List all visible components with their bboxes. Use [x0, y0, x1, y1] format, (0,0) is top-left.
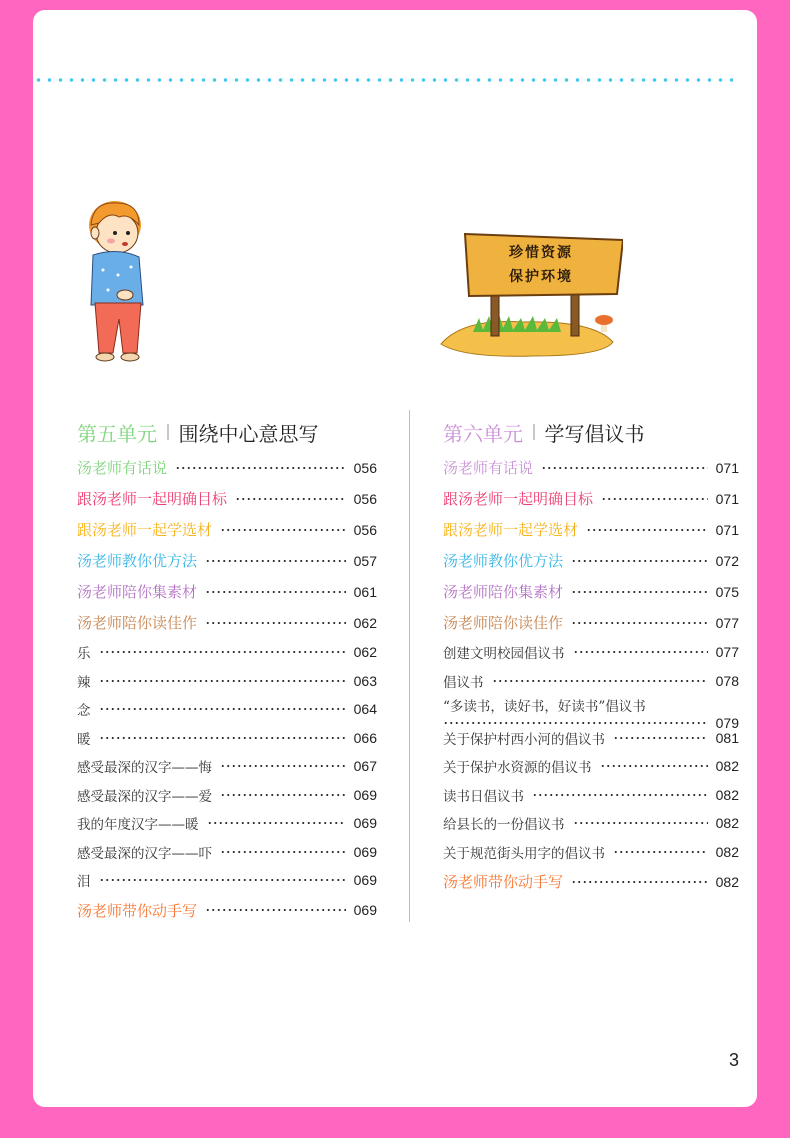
toc-entry-page: 064 — [353, 701, 377, 718]
toc-leader-dots — [571, 560, 708, 562]
toc-leader-dots — [601, 498, 708, 500]
toc-entry-label: 汤老师带你动手写 — [443, 873, 564, 891]
toc-entry-label: 感受最深的汉字——悔 — [77, 760, 212, 777]
toc-entry-page: 063 — [353, 672, 377, 689]
toc-leader-dots — [541, 467, 708, 469]
unit-five-title: 围绕中心意思写 — [178, 421, 319, 446]
unit-five-toc-list — [77, 452, 377, 926]
toc-entry-page: 069 — [353, 902, 377, 918]
toc-entry[interactable] — [443, 452, 739, 483]
toc-entry[interactable] — [77, 638, 377, 667]
toc-leader-dots — [600, 765, 708, 767]
toc-entry-page: 077 — [715, 614, 739, 631]
toc-leader-dots — [235, 498, 346, 500]
toc-entry-label: 我的年度汉字——暖 — [77, 817, 199, 834]
toc-entry-page: 075 — [715, 583, 739, 600]
toc-leader-dots — [205, 560, 346, 562]
heading-separator — [533, 424, 535, 440]
toc-entry-label: 关于保护水资源的倡议书 — [443, 760, 592, 777]
toc-entry-page: 069 — [353, 786, 377, 803]
toc-entry[interactable] — [443, 607, 739, 638]
unit-six-toc-list — [443, 452, 739, 897]
page-number: 3 — [728, 1050, 739, 1070]
toc-entry-label: 跟汤老师一起学选材 — [443, 521, 579, 539]
unit-six-section — [443, 412, 739, 897]
boy-illustration — [73, 195, 153, 365]
toc-leader-dots — [205, 591, 346, 593]
toc-entry-label: 倡议书 — [443, 674, 484, 691]
toc-entry[interactable] — [443, 667, 739, 696]
toc-entry-page: 056 — [353, 521, 377, 538]
unit-five-section — [77, 412, 377, 926]
toc-leader-dots — [99, 651, 346, 653]
toc-leader-dots — [443, 722, 708, 724]
toc-entry[interactable] — [77, 452, 377, 483]
book-page — [33, 10, 757, 1107]
toc-leader-dots — [220, 765, 346, 767]
toc-entry-label: 读书日倡议书 — [443, 788, 524, 805]
toc-entry[interactable] — [443, 483, 739, 514]
toc-entry-page: 066 — [353, 729, 377, 746]
toc-leader-dots — [207, 822, 346, 824]
toc-entry-page: 071 — [715, 521, 739, 538]
toc-leader-dots — [492, 680, 708, 682]
toc-entry-label: 关于规范街头用字的倡议书 — [443, 845, 605, 862]
toc-leader-dots — [205, 909, 346, 911]
toc-entry-label: 汤老师教你优方法 — [77, 552, 198, 570]
toc-entry-page: 082 — [715, 873, 739, 890]
unit-six-heading — [443, 412, 739, 452]
toc-entry-page: 078 — [715, 672, 739, 689]
toc-leader-dots — [220, 794, 346, 796]
sign-text-line2: 保护环境 — [509, 269, 573, 285]
toc-entry-label: 乐 — [77, 646, 91, 663]
toc-entry-page: 062 — [353, 644, 377, 661]
heading-separator — [167, 424, 169, 440]
toc-leader-dots — [99, 680, 346, 682]
toc-entry[interactable] — [77, 866, 377, 895]
toc-entry[interactable] — [443, 695, 739, 731]
toc-entry-page: 082 — [715, 815, 739, 832]
toc-entry[interactable] — [77, 483, 377, 514]
toc-entry[interactable] — [77, 781, 377, 810]
toc-entry-label: 泪 — [77, 874, 91, 891]
toc-entry-label: “多读书，读好书，好读书”倡议书 — [443, 699, 646, 715]
unit-six-number: 第六单元 — [443, 421, 523, 446]
toc-entry-page: 067 — [353, 758, 377, 775]
toc-entry-page: 071 — [715, 490, 739, 507]
toc-entry-page: 081 — [715, 729, 739, 746]
toc-entry-label: 汤老师教你优方法 — [443, 552, 564, 570]
toc-leader-dots — [99, 737, 346, 739]
toc-entry[interactable] — [77, 545, 377, 576]
toc-entry[interactable] — [443, 838, 739, 867]
toc-entry[interactable] — [77, 724, 377, 753]
toc-entry[interactable] — [77, 607, 377, 638]
toc-entry-page: 057 — [353, 552, 377, 569]
sign-text-line1: 珍惜资源 — [509, 245, 573, 261]
toc-leader-dots — [175, 467, 346, 469]
unit-five-number: 第五单元 — [77, 421, 157, 446]
toc-entry[interactable] — [77, 895, 377, 926]
toc-entry-page: 082 — [715, 843, 739, 860]
toc-entry-page: 079 — [715, 715, 739, 731]
toc-entry-label: 汤老师有话说 — [443, 459, 534, 477]
toc-entry-label: 跟汤老师一起学选材 — [77, 521, 213, 539]
toc-leader-dots — [532, 794, 708, 796]
toc-entry[interactable] — [77, 752, 377, 781]
toc-leader-dots — [220, 851, 346, 853]
toc-entry[interactable] — [77, 514, 377, 545]
toc-entry-page: 062 — [353, 614, 377, 631]
toc-leader-dots — [573, 651, 708, 653]
toc-entry[interactable] — [77, 838, 377, 867]
toc-leader-dots — [613, 737, 708, 739]
toc-entry[interactable] — [443, 809, 739, 838]
toc-entry-page: 072 — [715, 552, 739, 569]
toc-entry[interactable] — [443, 545, 739, 576]
toc-entry[interactable] — [443, 781, 739, 810]
toc-entry-label: 汤老师陪你读佳作 — [77, 614, 198, 632]
toc-entry-label: 汤老师陪你集素材 — [443, 583, 564, 601]
toc-entry-label: 念 — [77, 703, 91, 720]
toc-entry[interactable] — [77, 695, 377, 724]
toc-entry-page: 069 — [353, 815, 377, 832]
toc-leader-dots — [99, 879, 346, 881]
toc-entry[interactable] — [443, 576, 739, 607]
toc-leader-dots — [573, 822, 708, 824]
toc-entry-label: 汤老师陪你集素材 — [77, 583, 198, 601]
toc-entry-label: 跟汤老师一起明确目标 — [77, 490, 228, 508]
toc-entry-page: 056 — [353, 490, 377, 507]
toc-leader-dots — [571, 881, 708, 883]
dotted-border-line — [33, 76, 733, 84]
toc-leader-dots — [205, 622, 346, 624]
toc-entry-label: 暖 — [77, 731, 91, 748]
toc-entry-label: 感受最深的汉字——爱 — [77, 788, 212, 805]
toc-entry[interactable] — [77, 809, 377, 838]
toc-leader-dots — [571, 622, 708, 624]
toc-entry-page: 069 — [353, 843, 377, 860]
toc-entry[interactable] — [443, 866, 739, 897]
toc-entry[interactable] — [443, 638, 739, 667]
unit-five-heading — [77, 412, 377, 452]
toc-entry-label: 创建文明校园倡议书 — [443, 646, 565, 663]
toc-leader-dots — [613, 851, 708, 853]
toc-entry-page: 056 — [353, 459, 377, 476]
toc-entry-page: 069 — [353, 872, 377, 889]
toc-leader-dots — [571, 591, 708, 593]
unit-six-title: 学写倡议书 — [544, 421, 645, 446]
toc-entry-page: 082 — [715, 758, 739, 775]
column-divider — [409, 410, 410, 922]
toc-entry-label: 关于保护村西小河的倡议书 — [443, 731, 605, 748]
toc-entry-label: 给县长的一份倡议书 — [443, 817, 565, 834]
toc-entry-label: 感受最深的汉字——吓 — [77, 845, 212, 862]
toc-entry-page: 082 — [715, 786, 739, 803]
toc-entry[interactable] — [443, 514, 739, 545]
toc-entry-label: 跟汤老师一起明确目标 — [443, 490, 594, 508]
toc-entry-label: 汤老师带你动手写 — [77, 901, 198, 920]
toc-entry[interactable] — [77, 667, 377, 696]
toc-entry-page: 071 — [715, 459, 739, 476]
toc-entry-label: 辣 — [77, 674, 91, 691]
toc-entry[interactable] — [77, 576, 377, 607]
toc-leader-dots — [586, 529, 708, 531]
toc-entry-page: 077 — [715, 644, 739, 661]
toc-leader-dots — [220, 529, 346, 531]
toc-entry-label: 汤老师有话说 — [77, 459, 168, 477]
toc-leader-dots — [99, 708, 346, 710]
toc-entry[interactable] — [443, 752, 739, 781]
toc-entry-label: 汤老师陪你读佳作 — [443, 614, 564, 632]
toc-entry-page: 061 — [353, 583, 377, 600]
